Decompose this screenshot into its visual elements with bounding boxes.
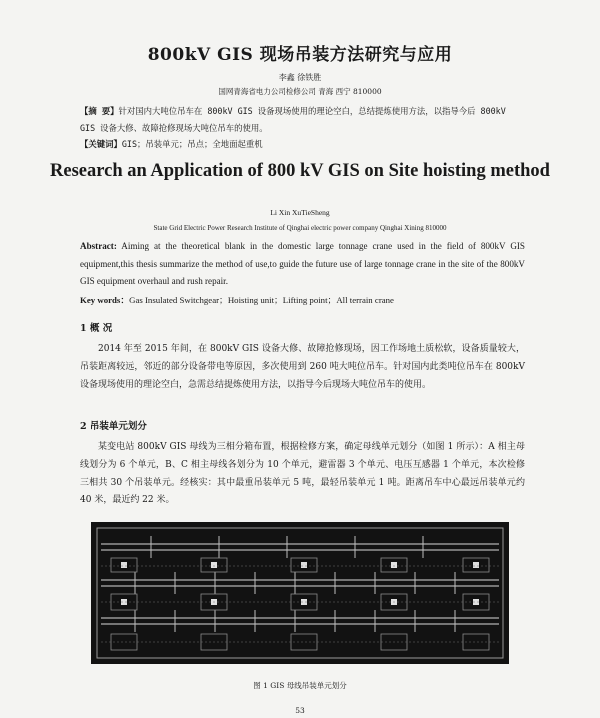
page-number: 53: [295, 706, 305, 715]
section-1-heading: 1 概 况: [80, 323, 113, 334]
section-2-heading: 2 吊装单元划分: [80, 421, 147, 432]
figure-gis-busbar-diagram: [91, 522, 509, 664]
keywords-cn-text: GIS；吊装单元；吊点；全地面起重机: [121, 139, 263, 149]
keywords-en-label: Key words：: [80, 295, 130, 305]
affiliation-en: State Grid Electric Power Research Institute of Qinghai electric power company Qinghai Xining 810000: [153, 224, 447, 232]
affiliation-cn: 国网青海省电力公司检修公司 青海 西宁 810000: [218, 87, 382, 96]
abstract-cn: [80, 103, 522, 137]
abstract-en: [80, 238, 525, 291]
paper-title-en: Research an Application of 800 kV GIS on Site hoisting method: [50, 161, 550, 181]
gis-busbar-drawing: [91, 522, 509, 664]
abstract-en-text: Aiming at the theoretical blank in the domestic large tonnage crane used in the field of 800kV GIS equipment,this thesis summarize the method of use,to guide the future use of large tonnage crane in the site of the 800kV GIS equipment overhaul and rush repair.: [80, 241, 525, 286]
figure-caption: 图 1 GIS 母线吊装单元划分: [253, 681, 347, 690]
keywords-cn: [80, 138, 522, 150]
section-1-paragraph: 2014 年至 2015 年间，在 800kV GIS 设备大修、故障抢修现场，因工作场地土质松软，设备质量较大，吊装距离较远，邻近的部分设备带电等原因，多次使用到 260 吨大吨位吊车。针对国内此类吨位吊车在 800kV 设备现场使用的理论空白，急需总结提炼使用方法，以指导今后现场大吨位吊车的使用。: [80, 344, 525, 391]
abstract-cn-text: 针对国内大吨位吊车在 800kV GIS 设备现场使用的理论空白，总结提炼使用方法，以指导今后 800kV GIS 设备大修、故障抢修现场大吨位吊车的使用。: [80, 106, 506, 133]
keywords-cn-label: 【关键词】: [80, 139, 122, 149]
paper-title-cn: 800kV GIS 现场吊装方法研究与应用: [147, 45, 453, 65]
authors-en: Li Xin XuTieSheng: [270, 208, 330, 217]
abstract-cn-label: 【摘 要】: [80, 106, 119, 116]
keywords-en: [80, 293, 525, 306]
section-2-paragraph: 某变电站 800kV GIS 母线为三相分箱布置，根据检修方案，确定母线单元划分（如图 1 所示）：A 相主母线划分为 6 个单元，B、C 相主母线各划分为 10 个单元，避雷器 3 个单元、电压互感器 1 个单元，本次检修三相共 30 个吊装单元。经核实：其中最重吊装单元 5 吨，最轻吊装单元 1 吨。距离吊车中心最远吊装单元约 40 米，最近约 22 米。: [80, 442, 525, 506]
authors-cn: 李鑫 徐铁胜: [278, 73, 322, 82]
keywords-en-text: Gas Insulated Switchgear；Hoisting unit；Lifting point；All terrain crane: [129, 295, 394, 305]
abstract-en-label: Abstract:: [80, 241, 117, 251]
